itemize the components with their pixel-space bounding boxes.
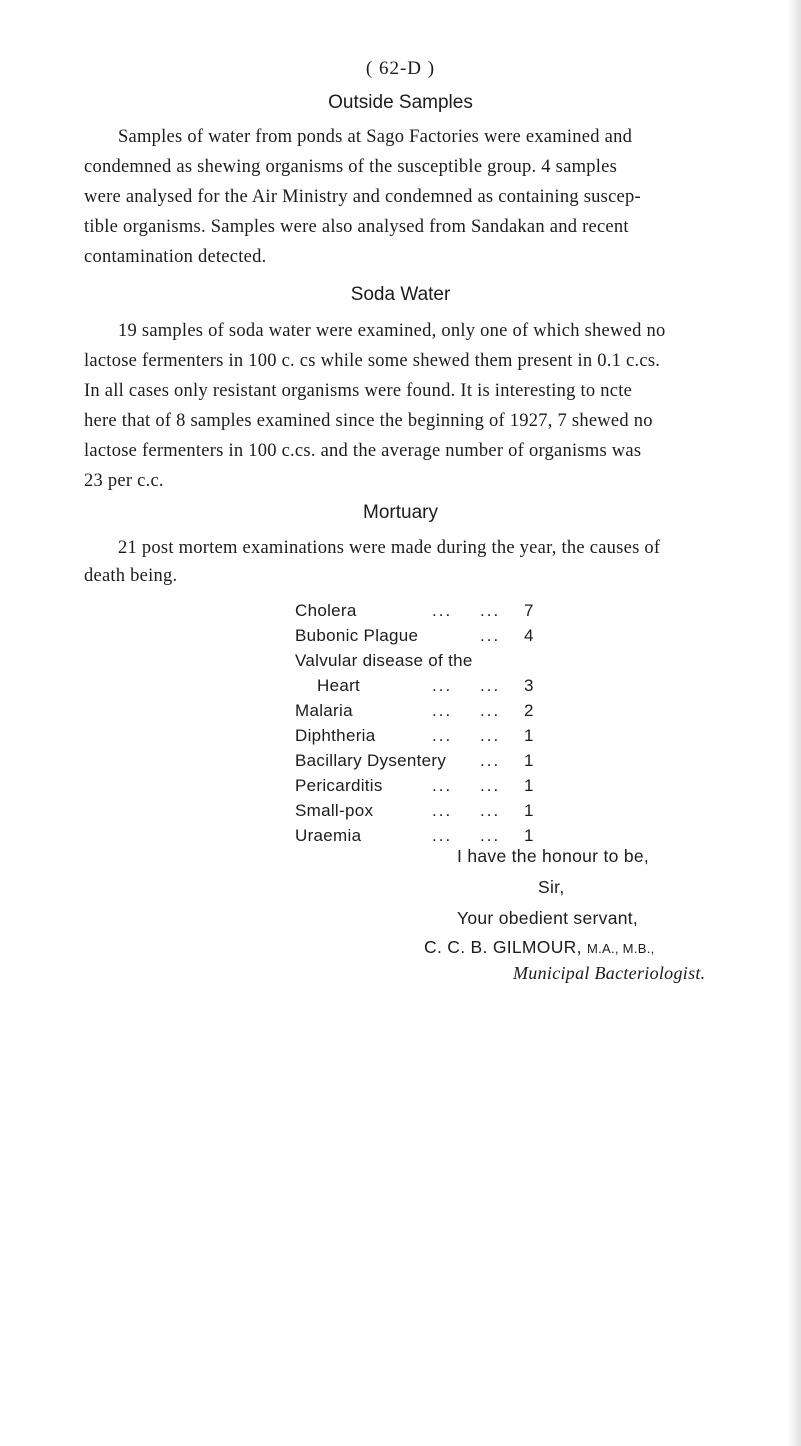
paragraph-line: lactose fermenters in 100 c.cs. and the average number of organisms was xyxy=(84,441,642,461)
leader-dots: ... xyxy=(432,826,453,845)
paragraph-line: lactose fermenters in 100 c. cs while some shewed them present in 0.1 c.cs. xyxy=(84,351,661,371)
paragraph-line: condemned as shewing organisms of the susceptible group. 4 samples xyxy=(84,157,618,177)
paragraph-line: here that of 8 samples examined since the beginning of 1927, 7 shewed no xyxy=(84,411,653,431)
cause-count: 1 xyxy=(524,801,534,820)
paragraph-line: were analysed for the Air Ministry and condemned as containing suscep- xyxy=(84,187,641,207)
closing-salutation: Sir, xyxy=(538,877,565,897)
cause-count: 7 xyxy=(524,601,534,620)
cause-label: Pericarditis xyxy=(295,776,383,795)
leader-dots: ... xyxy=(480,776,501,795)
cause-label: Bubonic Plague xyxy=(295,626,419,645)
leader-dots: ... xyxy=(432,701,453,720)
table-row xyxy=(295,698,595,723)
heading-outside-samples: Outside Samples xyxy=(328,92,473,113)
cause-label: Valvular disease of the xyxy=(295,651,473,670)
leader-dots: ... xyxy=(432,726,453,745)
leader-dots: ... xyxy=(432,801,453,820)
cause-label: Diphtheria xyxy=(295,726,376,745)
signature-name-line xyxy=(424,937,655,958)
paragraph-line: contamination detected. xyxy=(84,247,267,267)
cause-count: 1 xyxy=(524,826,534,845)
signatory-degrees: M.A., M.B., xyxy=(586,941,655,956)
table-row xyxy=(295,773,595,798)
cause-label: Heart xyxy=(317,676,361,695)
cause-count: 4 xyxy=(524,626,534,645)
cause-count: 1 xyxy=(524,726,534,745)
leader-dots: ... xyxy=(432,776,453,795)
paragraph-line: Samples of water from ponds at Sago Factories were examined and xyxy=(118,127,633,147)
signatory-name: C. C. B. GILMOUR, xyxy=(424,937,582,957)
leader-dots: ... xyxy=(480,801,501,820)
leader-dots: ... xyxy=(480,726,501,745)
cause-label: Small-pox xyxy=(295,801,374,820)
signatory-title: Municipal Bacteriologist. xyxy=(513,963,706,983)
table-row xyxy=(295,598,595,623)
paragraph-line: 19 samples of soda water were examined, only one of which shewed no xyxy=(118,321,666,341)
cause-count: 1 xyxy=(524,776,534,795)
heading-mortuary: Mortuary xyxy=(363,502,438,523)
paragraph-line: tible organisms. Samples were also analysed from Sandakan and recent xyxy=(84,217,629,237)
leader-dots: ... xyxy=(480,676,501,695)
cause-label: Malaria xyxy=(295,701,353,720)
table-row xyxy=(295,723,595,748)
causes-of-death-table xyxy=(295,598,595,848)
table-row xyxy=(295,748,595,773)
table-row xyxy=(295,673,595,698)
paragraph-line: 21 post mortem examinations were made during the year, the causes of xyxy=(118,538,661,558)
closing-servant-line: Your obedient servant, xyxy=(457,908,639,928)
paragraph-line: In all cases only resistant organisms were found. It is interesting to ncte xyxy=(84,381,633,401)
cause-label: Cholera xyxy=(295,601,357,620)
cause-count: 1 xyxy=(524,751,534,770)
leader-dots: ... xyxy=(480,751,501,770)
paragraph-line: death being. xyxy=(84,566,178,586)
table-row xyxy=(295,798,595,823)
cause-count: 3 xyxy=(524,676,534,695)
leader-dots: ... xyxy=(480,826,501,845)
page-edge-shadow xyxy=(787,0,801,1446)
leader-dots: ... xyxy=(432,676,453,695)
cause-label: Bacillary Dysentery xyxy=(295,751,447,770)
paragraph-line: 23 per c.c. xyxy=(84,471,164,491)
leader-dots: ... xyxy=(480,701,501,720)
table-row xyxy=(295,648,595,673)
cause-label: Uraemia xyxy=(295,826,362,845)
heading-soda-water: Soda Water xyxy=(350,284,451,305)
closing-honour-line: I have the honour to be, xyxy=(457,846,650,866)
table-row xyxy=(295,623,595,648)
table-row xyxy=(295,823,595,848)
cause-count: 2 xyxy=(524,701,534,720)
leader-dots: ... xyxy=(480,601,501,620)
page-number: ( 62-D ) xyxy=(365,58,436,79)
leader-dots: ... xyxy=(432,601,453,620)
leader-dots: ... xyxy=(480,626,501,645)
